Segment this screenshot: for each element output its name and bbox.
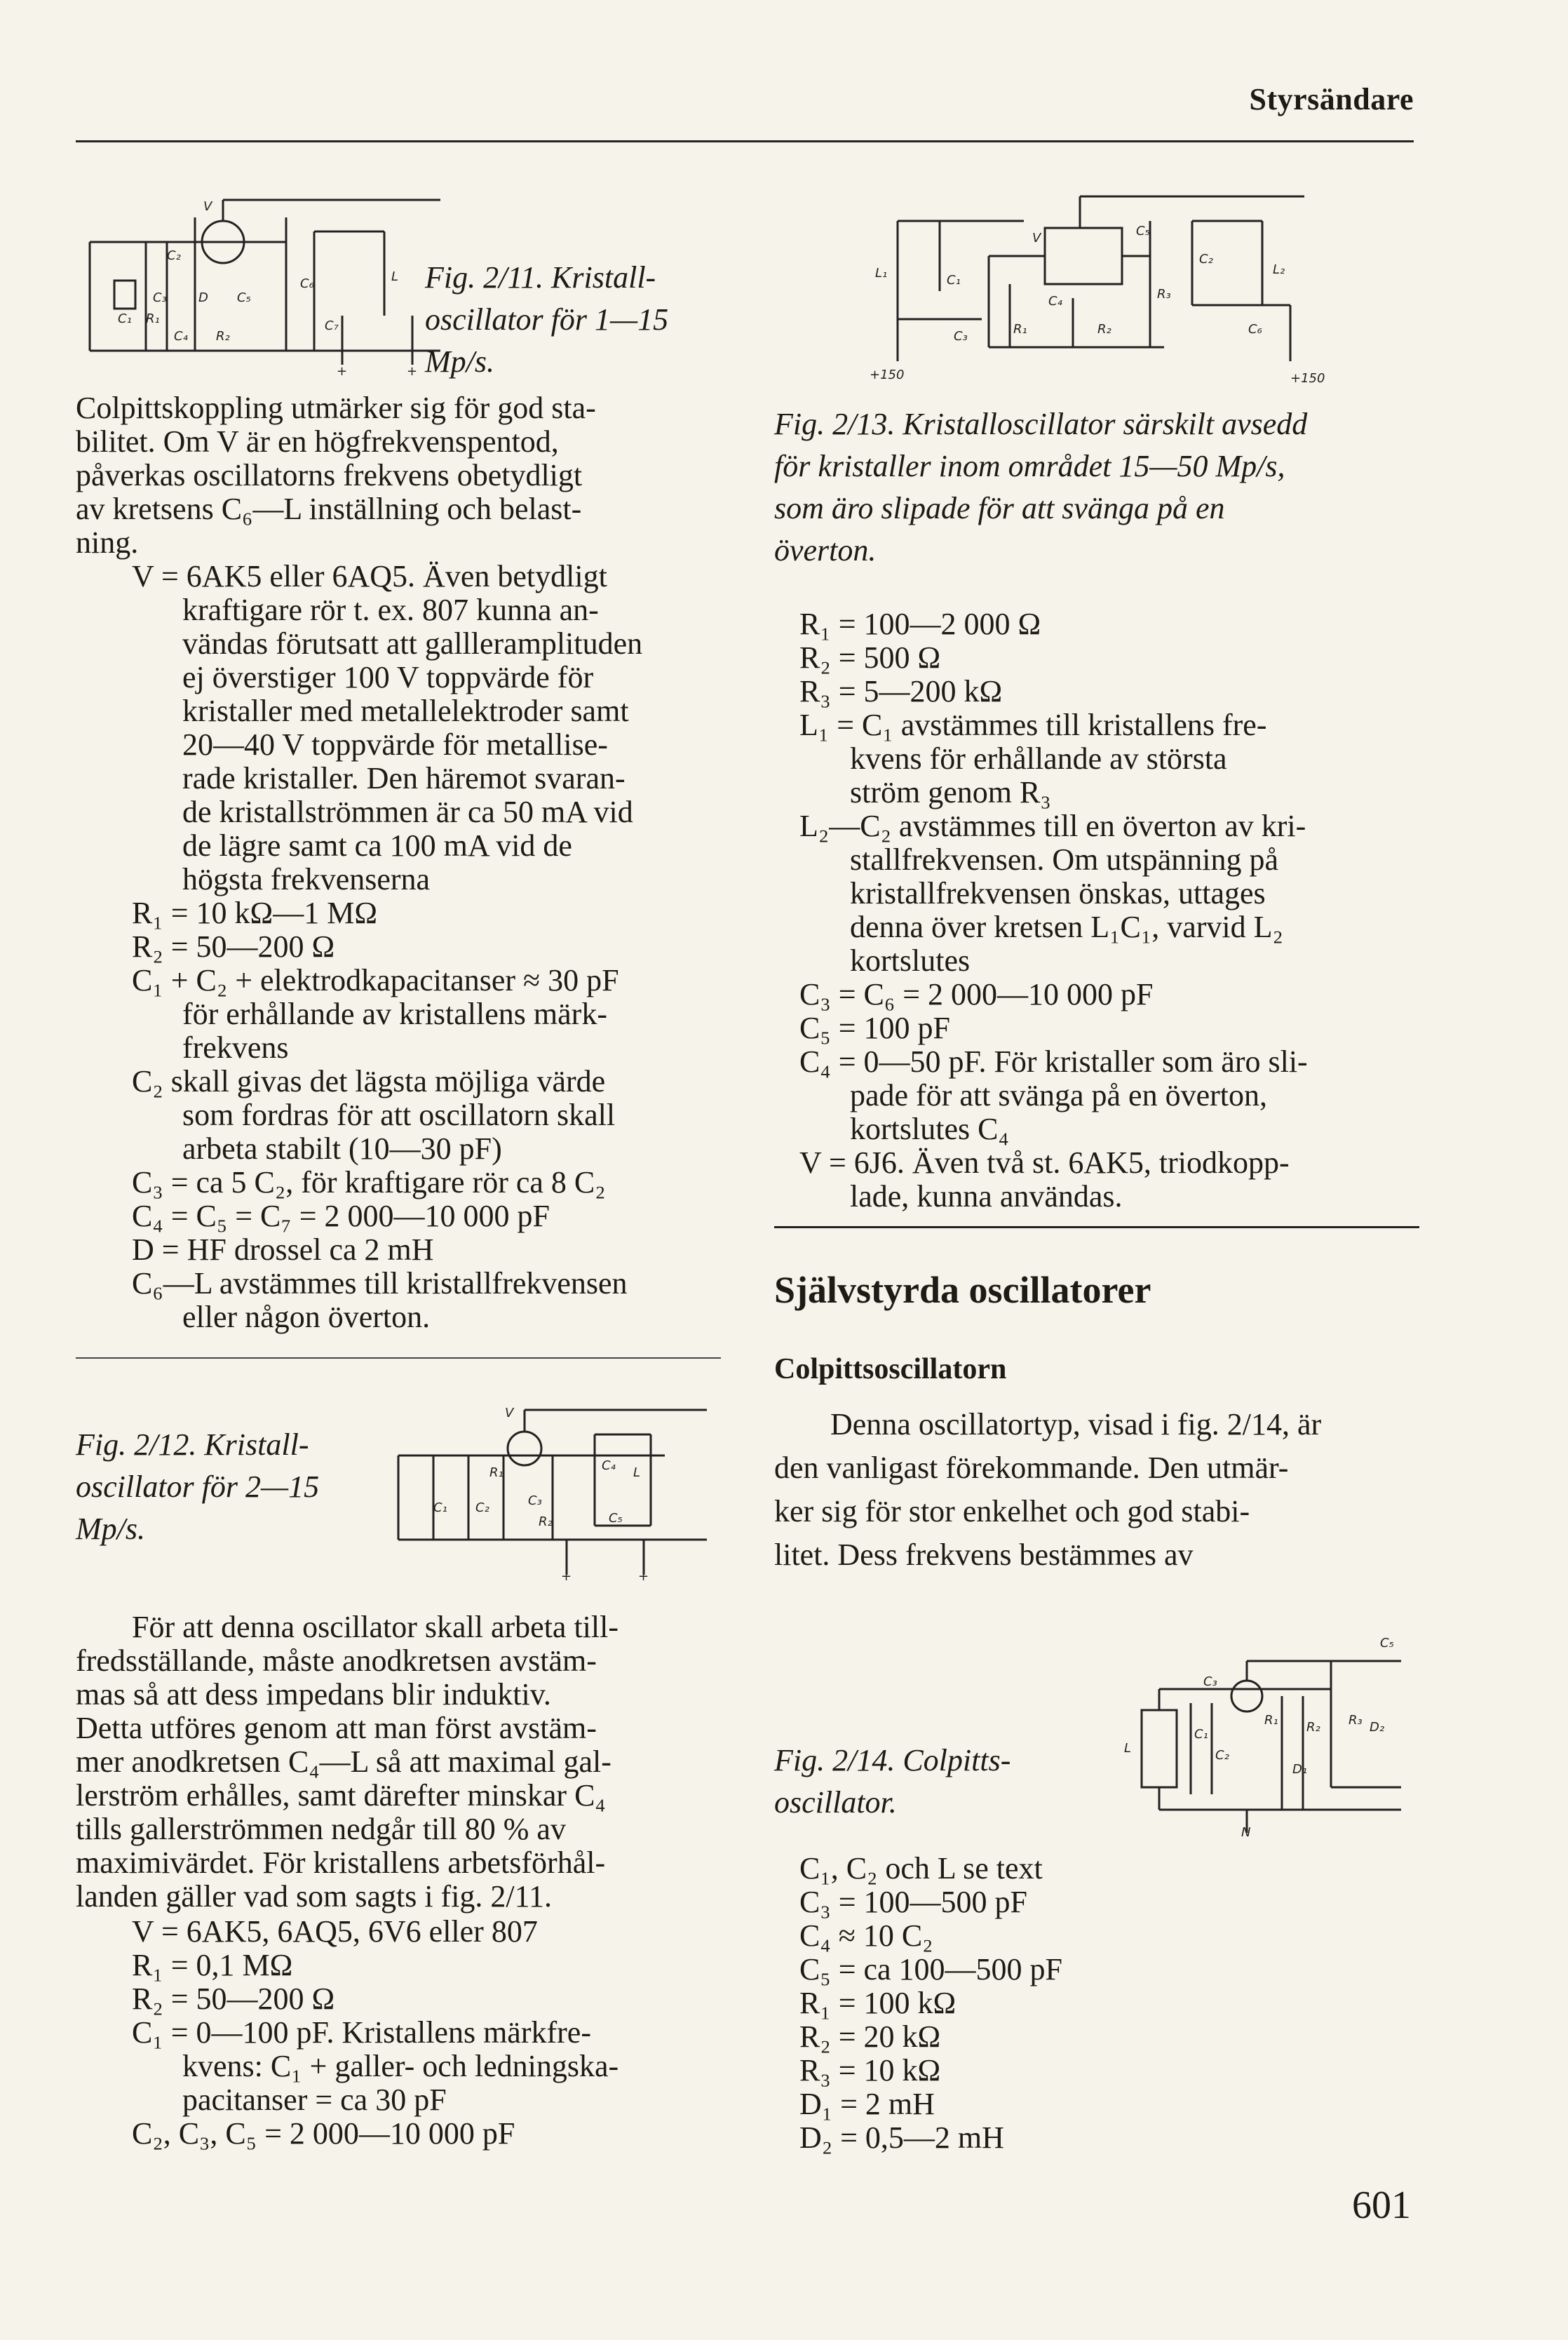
- svg-text:C₃: C₃: [153, 290, 167, 305]
- param-line: denna över kretsen L₁C₁, varvid L₂: [850, 910, 1283, 944]
- page-number: 601: [1352, 2184, 1411, 2227]
- param-line: vändas förutsatt att gallleramplituden: [182, 626, 643, 661]
- svg-text:C₂: C₂: [1215, 1748, 1229, 1763]
- fig-2-13-schematic: [870, 179, 1374, 389]
- param-line: C₃ = 100—500 pF: [799, 1885, 1027, 1919]
- param-line: C₅ = 100 pF: [799, 1011, 950, 1045]
- svg-text:L₁: L₁: [875, 266, 888, 281]
- text-line: den vanligast förekommande. Den utmär-: [774, 1451, 1289, 1485]
- param-line: R₁ = 10 kΩ—1 MΩ: [132, 896, 378, 930]
- svg-text:C₃: C₃: [1203, 1674, 1217, 1689]
- fig-2-14-caption: [774, 1740, 1011, 1824]
- caption-line: överton.: [774, 533, 877, 567]
- svg-text:R₁: R₁: [1013, 322, 1027, 337]
- fig-2-12-caption: [76, 1424, 319, 1550]
- param-line: ej överstiger 100 V toppvärde för: [182, 660, 594, 694]
- svg-text:V: V: [505, 1406, 514, 1420]
- text-line: fredsställande, måste anodkretsen avstäm-: [76, 1643, 597, 1678]
- fig-2-14-schematic: [1121, 1626, 1429, 1836]
- text-line: mas så att dess impedans blir induktiv.: [76, 1677, 551, 1712]
- text-line: lerström erhålles, samt därefter minskar C₄: [76, 1778, 606, 1813]
- param-line: R₃ = 5—200 kΩ: [799, 674, 1003, 708]
- param-line: kristaller med metallelektroder samt: [182, 694, 629, 728]
- fig-2-11-caption: [425, 257, 668, 383]
- param-line: som fordras för att oscillatorn skall: [182, 1098, 616, 1132]
- running-header: Styrsändare: [1249, 82, 1414, 116]
- caption-line: Fig. 2/14. Colpitts-: [774, 1743, 1011, 1777]
- svg-text:C₃: C₃: [528, 1493, 542, 1508]
- svg-text:C₄: C₄: [1048, 294, 1062, 309]
- left-text-block-1: [76, 391, 721, 560]
- section-text: [774, 1403, 1419, 1577]
- text-line: tills gallerströmmen nedgår till 80 % av: [76, 1812, 566, 1846]
- param-line: 20—40 V toppvärde för metallise-: [182, 727, 608, 762]
- param-line: C₄ = C₅ = C₇ = 2 000—10 000 pF: [132, 1199, 550, 1233]
- header-rule: [76, 140, 1414, 142]
- text-line: bilitet. Om V är en högfrekvenspentod,: [76, 424, 559, 459]
- param-line: C₃ = C₆ = 2 000—10 000 pF: [799, 977, 1154, 1011]
- svg-text:R₁: R₁: [489, 1465, 503, 1480]
- svg-text:+: +: [561, 1569, 572, 1582]
- caption-line: oscillator för 2—15: [76, 1470, 320, 1504]
- caption-line: Fig. 2/13. Kristalloscillator särskilt avsedd: [774, 407, 1308, 441]
- svg-text:C₅: C₅: [609, 1511, 623, 1526]
- param-line: R₂ = 50—200 Ω: [132, 929, 335, 964]
- right-params-1: [743, 607, 1431, 1213]
- param-line: högsta frekvenserna: [182, 862, 431, 896]
- svg-text:R₂: R₂: [1306, 1720, 1320, 1735]
- param-line: C₁ = 0—100 pF. Kristallens märkfre-: [132, 2015, 591, 2050]
- param-line: D₂ = 0,5—2 mH: [799, 2120, 1004, 2155]
- svg-text:N: N: [1241, 1825, 1251, 1836]
- param-line: C₄ ≈ 10 C₂: [799, 1918, 933, 1953]
- right-params-2: [743, 1852, 1431, 2155]
- param-line: frekvens: [182, 1030, 289, 1065]
- svg-text:R₃: R₃: [1349, 1713, 1363, 1728]
- svg-text:D: D: [198, 290, 208, 305]
- caption-line: Fig. 2/11. Kristall-: [425, 260, 656, 295]
- param-line: R₁ = 100—2 000 Ω: [799, 607, 1041, 641]
- text-line: För att denna oscillator skall arbeta till-: [132, 1610, 619, 1644]
- right-divider: [774, 1226, 1419, 1228]
- fig-2-13-caption: [774, 403, 1419, 572]
- param-line: de lägre samt ca 100 mA vid de: [182, 828, 572, 863]
- caption-line: Fig. 2/12. Kristall-: [76, 1427, 309, 1462]
- section-title: Självstyrda oscillatorer: [774, 1269, 1151, 1311]
- subsection-title: Colpittsoscillatorn: [774, 1353, 1007, 1385]
- svg-text:C₆: C₆: [1248, 322, 1262, 337]
- param-line: kortslutes C₄: [850, 1112, 1009, 1146]
- param-line: R₁ = 0,1 MΩ: [132, 1948, 293, 1982]
- svg-text:C₇: C₇: [325, 318, 339, 333]
- param-line: kvens: C₁ + galler- och ledningska-: [182, 2049, 619, 2083]
- text-line: ning.: [76, 525, 139, 560]
- param-line: pade för att svänga på en överton,: [850, 1078, 1267, 1112]
- caption-line: oscillator för 1—15: [425, 302, 669, 337]
- param-line: C₂, C₃, C₅ = 2 000—10 000 pF: [132, 2116, 515, 2151]
- param-line: kraftigare rör t. ex. 807 kunna an-: [182, 593, 599, 627]
- caption-line: för kristaller inom området 15—50 Mp/s,: [774, 449, 1285, 483]
- svg-text:D₂: D₂: [1370, 1720, 1385, 1735]
- param-line: kristallfrekvensen önskas, uttages: [850, 876, 1266, 910]
- param-line: C₁ + C₂ + elektrodkapacitanser ≈ 30 pF: [132, 963, 619, 997]
- svg-text:L: L: [1124, 1741, 1132, 1756]
- text-line: av kretsens C₆—L inställning och belast-: [76, 492, 582, 526]
- svg-text:L: L: [391, 269, 399, 284]
- svg-text:C₁: C₁: [118, 311, 132, 326]
- param-line: lade, kunna användas.: [850, 1179, 1123, 1213]
- param-line: L₂—C₂ avstämmes till en överton av kri-: [799, 809, 1306, 843]
- svg-text:V: V: [1032, 231, 1041, 246]
- param-line: R₃ = 10 kΩ: [799, 2053, 941, 2087]
- svg-text:+: +: [638, 1569, 649, 1582]
- param-line: pacitanser = ca 30 pF: [182, 2083, 447, 2117]
- svg-text:+: +: [337, 364, 348, 379]
- text-line: påverkas oscillatorns frekvens obetydligt: [76, 458, 583, 492]
- left-text-block-2: [76, 1611, 721, 1914]
- svg-text:R₂: R₂: [1097, 322, 1111, 337]
- param-line: D₁ = 2 mH: [799, 2087, 935, 2121]
- param-line: V = 6J6. Även två st. 6AK5, triodkopp-: [799, 1145, 1290, 1180]
- svg-text:L: L: [633, 1465, 641, 1480]
- left-divider: [76, 1357, 721, 1359]
- param-line: V = 6AK5 eller 6AQ5. Även betydligt: [132, 559, 607, 593]
- fig-2-11-schematic: [76, 189, 440, 379]
- svg-text:C₂: C₂: [1199, 252, 1213, 267]
- text-line: ker sig för stor enkelhet och god stabi-: [774, 1494, 1250, 1528]
- svg-text:V: V: [203, 199, 212, 214]
- param-line: rade kristaller. Den häremot svaran-: [182, 761, 626, 795]
- svg-text:+150: +150: [870, 368, 905, 382]
- svg-text:C₆: C₆: [300, 276, 314, 291]
- param-line: C₄ = 0—50 pF. För kristaller som äro sli-: [799, 1044, 1308, 1079]
- param-line: C₃ = ca 5 C₂, för kraftigare rör ca 8 C₂: [132, 1165, 606, 1199]
- svg-text:C₁: C₁: [947, 273, 961, 288]
- param-line: D = HF drossel ca 2 mH: [132, 1232, 434, 1267]
- caption-line: Mp/s.: [76, 1512, 145, 1546]
- svg-text:C₄: C₄: [602, 1458, 616, 1473]
- text-line: landen gäller vad som sagts i fig. 2/11.: [76, 1879, 553, 1914]
- param-line: stallfrekvensen. Om utspänning på: [850, 842, 1278, 877]
- caption-line: oscillator.: [774, 1785, 897, 1820]
- param-line: L₁ = C₁ avstämmes till kristallens fre-: [799, 708, 1267, 742]
- svg-text:C₅: C₅: [1380, 1636, 1394, 1650]
- svg-text:C₁: C₁: [433, 1500, 447, 1515]
- svg-text:R₂: R₂: [216, 329, 230, 344]
- svg-text:R₃: R₃: [1157, 287, 1171, 302]
- text-line: mer anodkretsen C₄—L så att maximal gal-: [76, 1744, 611, 1779]
- param-line: de kristallströmmen är ca 50 mA vid: [182, 795, 633, 829]
- param-line: V = 6AK5, 6AQ5, 6V6 eller 807: [132, 1914, 538, 1949]
- param-line: R₂ = 20 kΩ: [799, 2019, 941, 2054]
- svg-text:D₁: D₁: [1292, 1762, 1308, 1777]
- svg-text:C₅: C₅: [237, 290, 251, 305]
- svg-text:R₂: R₂: [539, 1514, 553, 1529]
- svg-text:R₁: R₁: [146, 311, 160, 326]
- svg-text:C₅: C₅: [1136, 224, 1150, 238]
- svg-text:+150: +150: [1290, 371, 1325, 386]
- svg-text:L₂: L₂: [1273, 262, 1285, 277]
- param-line: C₆—L avstämmes till kristallfrekvensen: [132, 1266, 628, 1300]
- param-line: kortslutes: [850, 943, 971, 978]
- text-line: Denna oscillatortyp, visad i fig. 2/14, är: [830, 1407, 1322, 1441]
- text-line: litet. Dess frekvens bestämmes av: [774, 1538, 1194, 1572]
- left-params-1: [76, 560, 721, 1334]
- text-line: maximivärdet. För kristallens arbetsförhål-: [76, 1845, 606, 1880]
- param-line: eller någon överton.: [182, 1300, 431, 1334]
- param-line: R₁ = 100 kΩ: [799, 1986, 957, 2020]
- text-line: Colpittskoppling utmärker sig för god sta-: [76, 391, 596, 425]
- fig-2-12-schematic: [384, 1399, 721, 1582]
- svg-text:R₁: R₁: [1264, 1713, 1278, 1728]
- param-line: C₅ = ca 100—500 pF: [799, 1952, 1063, 1986]
- left-params-2: [76, 1915, 721, 2151]
- svg-text:C₂: C₂: [167, 248, 181, 263]
- caption-line: Mp/s.: [425, 344, 494, 379]
- param-line: R₂ = 500 Ω: [799, 640, 941, 675]
- svg-text:C₂: C₂: [475, 1500, 489, 1515]
- param-line: arbeta stabilt (10—30 pF): [182, 1131, 502, 1166]
- param-line: ström genom R₃: [850, 775, 1051, 809]
- svg-text:+: +: [407, 364, 418, 379]
- caption-line: som äro slipade för att svänga på en: [774, 491, 1225, 525]
- param-line: C₂ skall givas det lägsta möjliga värde: [132, 1064, 606, 1098]
- param-line: kvens för erhållande av största: [850, 741, 1227, 776]
- param-line: för erhållande av kristallens märk-: [182, 997, 607, 1031]
- svg-text:C₁: C₁: [1194, 1727, 1208, 1742]
- svg-text:C₃: C₃: [954, 329, 968, 344]
- text-line: Detta utföres genom att man först avstäm-: [76, 1711, 597, 1745]
- param-line: C₁, C₂ och L se text: [799, 1851, 1043, 1885]
- svg-text:C₄: C₄: [174, 329, 188, 344]
- param-line: R₂ = 50—200 Ω: [132, 1982, 335, 2016]
